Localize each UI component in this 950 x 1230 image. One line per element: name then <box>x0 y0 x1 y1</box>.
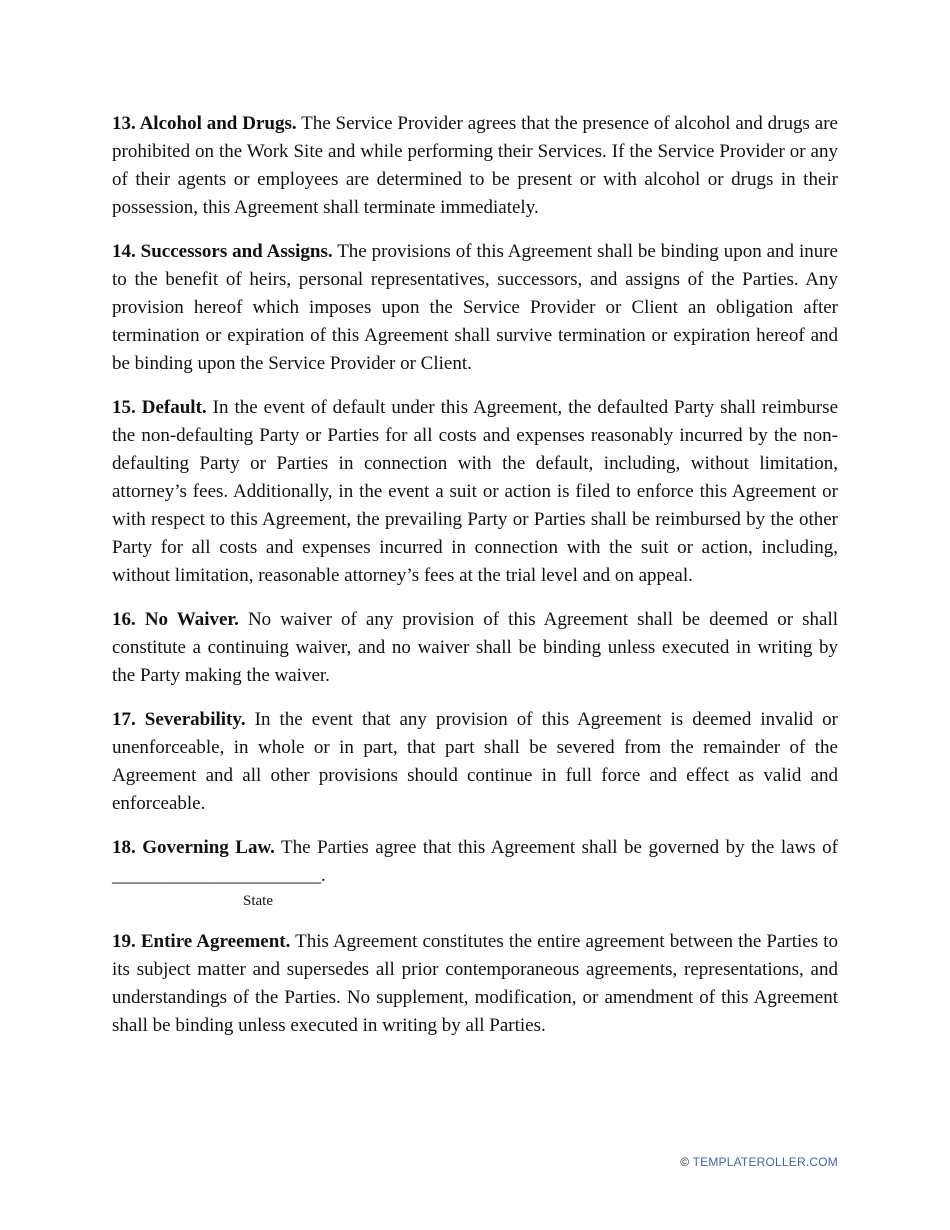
footer-attribution <box>680 1155 838 1169</box>
clause-heading: 13. Alcohol and Drugs. <box>112 113 297 134</box>
clause-17-severability <box>112 706 838 818</box>
state-blank-caption: State <box>243 893 273 909</box>
clause-text: No waiver of any provision of this Agreement shall be deemed or shall constitute a continuing waiver, and no waiver shall be binding unless executed in writing by the Party making the waiver. <box>112 609 839 686</box>
clause-16-no-waiver <box>112 606 838 690</box>
clause-text: The provisions of this Agreement shall be binding upon and inure to the benefit of heirs, personal representatives, successors, and assigns of the Parties. Any provision hereof which imposes upon the Service Provider or Client an obligation after termination or expiration of this Agreement shall survive termination or expiration hereof and be binding upon the Service Provider or Client. <box>112 241 838 374</box>
clause-heading: 17. Severability. <box>112 709 246 730</box>
clause-text: The Parties agree that this Agreement shall be governed by the laws of ______________________. <box>112 837 838 886</box>
clause-heading: 18. Governing Law. <box>112 837 275 858</box>
clause-heading: 19. Entire Agreement. <box>112 931 291 952</box>
clause-heading: 16. No Waiver. <box>112 609 239 630</box>
clause-text: The Service Provider agrees that the presence of alcohol and drugs are prohibited on the Work Site and while performing their Services. If the Service Provider or any of their agents or employees are determined to be present or with alcohol or drugs in their possession, this Agreement shall terminate immediately. <box>112 113 838 218</box>
document-page <box>112 110 838 1056</box>
copyright-symbol: © <box>680 1155 690 1169</box>
clause-text: In the event of default under this Agreement, the defaulted Party shall reimburse the non-defaulting Party or Parties for all costs and expenses reasonably incurred by the non-defaulting Party or Parties in connection with the default, including, without limitation, attorney’s fees. Additionally, in the event a suit or action is filed to enforce this Agreement or with respect to this Agreement, the prevailing Party or Parties shall be reimbursed by the other Party for all costs and expenses incurred in connection with the suit or action, including, without limitation, reasonable attorney’s fees at the trial level and on appeal. <box>112 397 839 586</box>
clause-18-governing-law <box>112 834 838 890</box>
footer-site-link[interactable]: TEMPLATEROLLER.COM <box>692 1155 838 1169</box>
clause-19-entire-agreement <box>112 928 838 1040</box>
clause-text: In the event that any provision of this Agreement is deemed invalid or unenforceable, in whole or in part, that part shall be severed from the remainder of the Agreement and all other provisions should continue in full force and effect as valid and enforceable. <box>112 709 838 814</box>
clause-heading: 15. Default. <box>112 397 207 418</box>
clause-13-alcohol-and-drugs <box>112 110 838 222</box>
clause-14-successors-and-assigns <box>112 238 838 378</box>
clause-heading: 14. Successors and Assigns. <box>112 241 333 262</box>
clause-15-default <box>112 394 838 590</box>
clause-text: This Agreement constitutes the entire agreement between the Parties to its subject matter and supersedes all prior contemporaneous agreements, representations, and understandings of the Parties. No supplement, modification, or amendment of this Agreement shall be binding unless executed in writing by all Parties. <box>112 931 838 1036</box>
